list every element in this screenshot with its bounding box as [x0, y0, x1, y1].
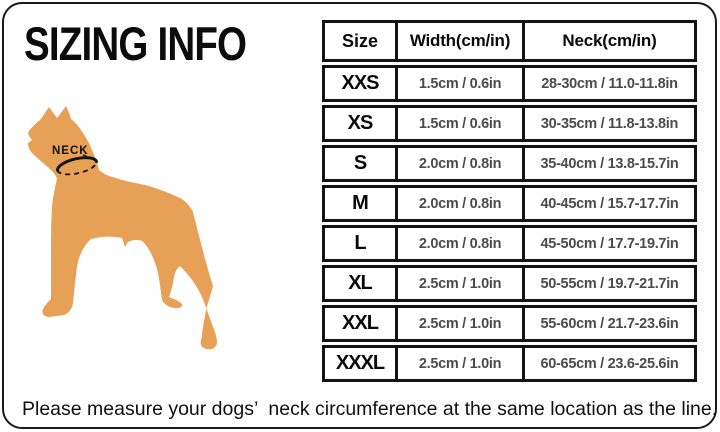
table-row — [322, 65, 697, 102]
cell-width: 1.5cm / 0.6in — [395, 108, 522, 139]
dog-silhouette — [28, 106, 217, 349]
cell-width: 2.0cm / 0.8in — [395, 148, 522, 179]
table-row — [322, 105, 697, 142]
cell-size: XXXL — [335, 352, 385, 374]
size-table-rows — [322, 65, 697, 382]
cell-neck: 28-30cm / 11.0-11.8in — [522, 68, 694, 99]
cell-neck: 50-55cm / 19.7-21.7in — [522, 268, 694, 299]
footer-note: Please measure your dogs’ neck circumference at the same location as the line. — [22, 398, 718, 420]
cell-size: XXS — [341, 72, 379, 94]
cell-width: 2.0cm / 0.8in — [395, 188, 522, 219]
cell-size: XL — [348, 272, 372, 294]
header-size: Size — [341, 30, 379, 51]
table-row — [322, 345, 697, 382]
cell-size: XXL — [342, 312, 378, 334]
size-table — [322, 20, 697, 385]
cell-width: 2.5cm / 1.0in — [395, 308, 522, 339]
header-neck: Neck(cm/in) — [522, 23, 694, 59]
cell-neck: 45-50cm / 17.7-19.7in — [522, 228, 694, 259]
table-row — [322, 225, 697, 262]
cell-neck: 55-60cm / 21.7-23.6in — [522, 308, 694, 339]
cell-width: 2.5cm / 1.0in — [395, 348, 522, 379]
cell-width: 2.5cm / 1.0in — [395, 268, 522, 299]
table-row — [322, 145, 697, 182]
page-title: SIZING INFO — [24, 17, 247, 70]
cell-size: XS — [347, 112, 373, 134]
cell-width: 2.0cm / 0.8in — [395, 228, 522, 259]
table-row — [322, 185, 697, 222]
table-header-row — [322, 20, 697, 62]
dog-silhouette-svg — [16, 96, 232, 354]
dog-illustration — [16, 96, 232, 354]
cell-size: M — [352, 192, 368, 214]
cell-size: L — [354, 232, 366, 254]
header-width: Width(cm/in) — [395, 23, 522, 59]
table-row — [322, 305, 697, 342]
cell-width: 1.5cm / 0.6in — [395, 68, 522, 99]
cell-neck: 40-45cm / 15.7-17.7in — [522, 188, 694, 219]
cell-neck: 60-65cm / 23.6-25.6in — [522, 348, 694, 379]
cell-neck: 35-40cm / 13.8-15.7in — [522, 148, 694, 179]
table-row — [322, 265, 697, 302]
neck-label: NECK — [52, 145, 89, 157]
cell-size: S — [353, 152, 367, 174]
cell-neck: 30-35cm / 11.8-13.8in — [522, 108, 694, 139]
